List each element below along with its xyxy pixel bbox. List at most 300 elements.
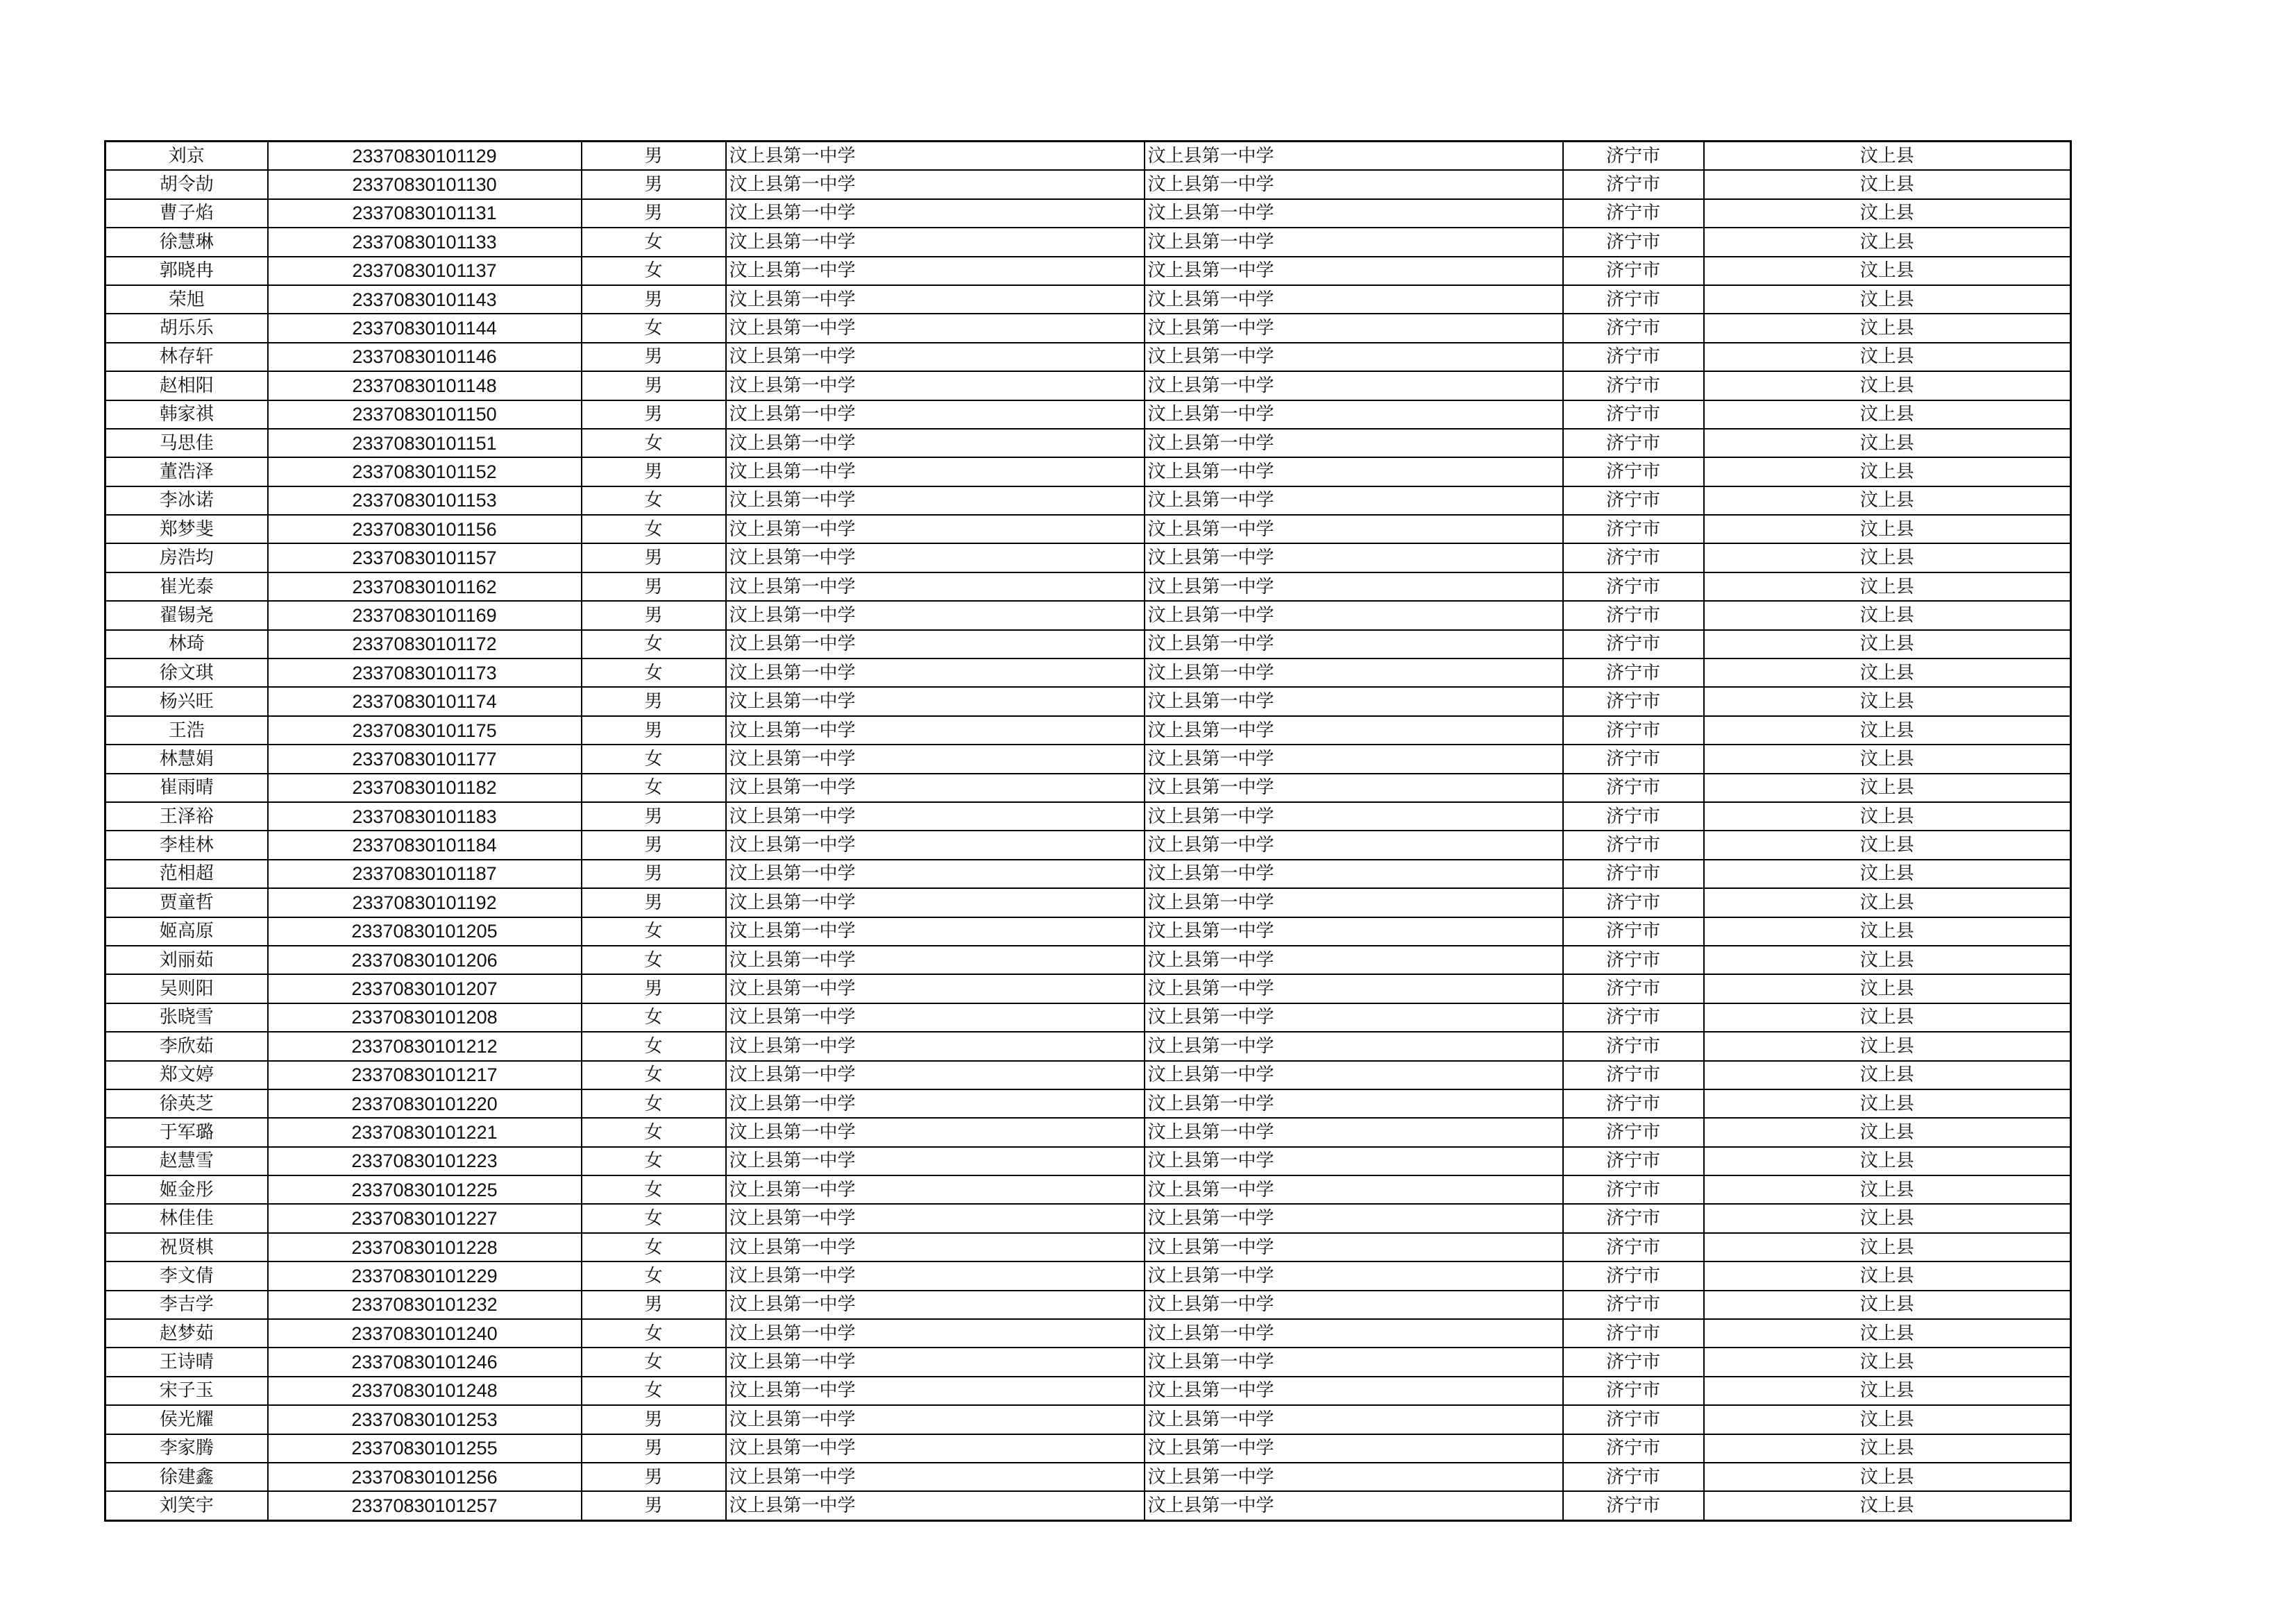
- table-row: [105, 1434, 2071, 1463]
- exam-number-cell: 23370830101227: [268, 1204, 582, 1232]
- county-cell: 汶上县: [1704, 888, 2071, 917]
- table-row: [105, 400, 2071, 429]
- city-cell: 济宁市: [1563, 1147, 1704, 1175]
- city-cell: 济宁市: [1563, 1463, 1704, 1491]
- gender-cell: 女: [582, 1061, 726, 1089]
- gender-cell: 男: [582, 457, 726, 486]
- gender-cell: 女: [582, 1118, 726, 1146]
- city-cell: 济宁市: [1563, 142, 1704, 171]
- gender-cell: 男: [582, 1463, 726, 1491]
- student-name-cell: 李欣茹: [105, 1032, 268, 1060]
- student-name-cell: 韩家祺: [105, 400, 268, 429]
- gender-cell: 男: [582, 199, 726, 228]
- graduating-school-cell: 汶上县第一中学: [1145, 1348, 1563, 1376]
- city-cell: 济宁市: [1563, 486, 1704, 515]
- exam-number-cell: 23370830101144: [268, 314, 582, 342]
- exam-number-cell: 23370830101232: [268, 1291, 582, 1319]
- student-name-cell: 姬金彤: [105, 1175, 268, 1204]
- table-row: [105, 486, 2071, 515]
- table-row: [105, 1204, 2071, 1232]
- exam-number-cell: 23370830101133: [268, 228, 582, 256]
- city-cell: 济宁市: [1563, 1319, 1704, 1348]
- graduating-school-cell: 汶上县第一中学: [1145, 429, 1563, 457]
- school-cell: 汶上县第一中学: [726, 716, 1145, 745]
- school-cell: 汶上县第一中学: [726, 1405, 1145, 1434]
- student-name-cell: 王泽裕: [105, 802, 268, 831]
- student-name-cell: 徐建鑫: [105, 1463, 268, 1491]
- table-row: [105, 658, 2071, 687]
- graduating-school-cell: 汶上县第一中学: [1145, 774, 1563, 802]
- county-cell: 汶上县: [1704, 658, 2071, 687]
- county-cell: 汶上县: [1704, 946, 2071, 974]
- city-cell: 济宁市: [1563, 199, 1704, 228]
- county-cell: 汶上县: [1704, 974, 2071, 1003]
- student-name-cell: 赵梦茹: [105, 1319, 268, 1348]
- exam-number-cell: 23370830101212: [268, 1032, 582, 1060]
- table-row: [105, 228, 2071, 256]
- graduating-school-cell: 汶上县第一中学: [1145, 1118, 1563, 1146]
- exam-number-cell: 23370830101220: [268, 1089, 582, 1118]
- exam-number-cell: 23370830101151: [268, 429, 582, 457]
- school-cell: 汶上县第一中学: [726, 1175, 1145, 1204]
- student-name-cell: 李冰诺: [105, 486, 268, 515]
- table-row: [105, 1147, 2071, 1175]
- city-cell: 济宁市: [1563, 831, 1704, 859]
- county-cell: 汶上县: [1704, 228, 2071, 256]
- city-cell: 济宁市: [1563, 946, 1704, 974]
- exam-number-cell: 23370830101255: [268, 1434, 582, 1463]
- table-row: [105, 745, 2071, 773]
- city-cell: 济宁市: [1563, 429, 1704, 457]
- graduating-school-cell: 汶上县第一中学: [1145, 1291, 1563, 1319]
- county-cell: 汶上县: [1704, 486, 2071, 515]
- graduating-school-cell: 汶上县第一中学: [1145, 257, 1563, 285]
- city-cell: 济宁市: [1563, 1291, 1704, 1319]
- county-cell: 汶上县: [1704, 1118, 2071, 1146]
- school-cell: 汶上县第一中学: [726, 400, 1145, 429]
- exam-number-cell: 23370830101246: [268, 1348, 582, 1376]
- school-cell: 汶上县第一中学: [726, 601, 1145, 629]
- school-cell: 汶上县第一中学: [726, 429, 1145, 457]
- county-cell: 汶上县: [1704, 142, 2071, 171]
- city-cell: 济宁市: [1563, 257, 1704, 285]
- table-row: [105, 860, 2071, 888]
- school-cell: 汶上县第一中学: [726, 1463, 1145, 1491]
- county-cell: 汶上县: [1704, 1491, 2071, 1520]
- graduating-school-cell: 汶上县第一中学: [1145, 1377, 1563, 1405]
- graduating-school-cell: 汶上县第一中学: [1145, 687, 1563, 715]
- graduating-school-cell: 汶上县第一中学: [1145, 400, 1563, 429]
- school-cell: 汶上县第一中学: [726, 228, 1145, 256]
- county-cell: 汶上县: [1704, 716, 2071, 745]
- student-name-cell: 侯光耀: [105, 1405, 268, 1434]
- exam-number-cell: 23370830101152: [268, 457, 582, 486]
- exam-number-cell: 23370830101257: [268, 1491, 582, 1520]
- table-row: [105, 1491, 2071, 1520]
- exam-number-cell: 23370830101248: [268, 1377, 582, 1405]
- student-name-cell: 宋子玉: [105, 1377, 268, 1405]
- gender-cell: 女: [582, 1032, 726, 1060]
- exam-number-cell: 23370830101143: [268, 285, 582, 314]
- graduating-school-cell: 汶上县第一中学: [1145, 343, 1563, 371]
- student-name-cell: 王浩: [105, 716, 268, 745]
- exam-number-cell: 23370830101183: [268, 802, 582, 831]
- school-cell: 汶上县第一中学: [726, 142, 1145, 171]
- school-cell: 汶上县第一中学: [726, 1319, 1145, 1348]
- county-cell: 汶上县: [1704, 1291, 2071, 1319]
- student-name-cell: 林琦: [105, 630, 268, 658]
- student-name-cell: 徐慧琳: [105, 228, 268, 256]
- school-cell: 汶上县第一中学: [726, 831, 1145, 859]
- table-row: [105, 1319, 2071, 1348]
- county-cell: 汶上县: [1704, 314, 2071, 342]
- student-name-cell: 李吉学: [105, 1291, 268, 1319]
- gender-cell: 男: [582, 1405, 726, 1434]
- table-row: [105, 917, 2071, 946]
- student-name-cell: 李文倩: [105, 1261, 268, 1290]
- student-name-cell: 刘笑宇: [105, 1491, 268, 1520]
- graduating-school-cell: 汶上县第一中学: [1145, 314, 1563, 342]
- graduating-school-cell: 汶上县第一中学: [1145, 1405, 1563, 1434]
- graduating-school-cell: 汶上县第一中学: [1145, 457, 1563, 486]
- student-name-cell: 郑文婷: [105, 1061, 268, 1089]
- county-cell: 汶上县: [1704, 170, 2071, 198]
- table-row: [105, 314, 2071, 342]
- school-cell: 汶上县第一中学: [726, 630, 1145, 658]
- city-cell: 济宁市: [1563, 1118, 1704, 1146]
- gender-cell: 男: [582, 716, 726, 745]
- county-cell: 汶上县: [1704, 745, 2071, 773]
- city-cell: 济宁市: [1563, 1348, 1704, 1376]
- graduating-school-cell: 汶上县第一中学: [1145, 371, 1563, 400]
- graduating-school-cell: 汶上县第一中学: [1145, 745, 1563, 773]
- student-name-cell: 赵慧雪: [105, 1147, 268, 1175]
- exam-number-cell: 23370830101225: [268, 1175, 582, 1204]
- table-row: [105, 371, 2071, 400]
- gender-cell: 女: [582, 946, 726, 974]
- city-cell: 济宁市: [1563, 515, 1704, 543]
- city-cell: 济宁市: [1563, 974, 1704, 1003]
- city-cell: 济宁市: [1563, 371, 1704, 400]
- student-name-cell: 林佳佳: [105, 1204, 268, 1232]
- county-cell: 汶上县: [1704, 1003, 2071, 1032]
- school-cell: 汶上县第一中学: [726, 343, 1145, 371]
- city-cell: 济宁市: [1563, 745, 1704, 773]
- table-row: [105, 543, 2071, 572]
- gender-cell: 女: [582, 1003, 726, 1032]
- table-row: [105, 974, 2071, 1003]
- city-cell: 济宁市: [1563, 1175, 1704, 1204]
- table-row: [105, 199, 2071, 228]
- exam-number-cell: 23370830101240: [268, 1319, 582, 1348]
- city-cell: 济宁市: [1563, 228, 1704, 256]
- exam-number-cell: 23370830101207: [268, 974, 582, 1003]
- school-cell: 汶上县第一中学: [726, 860, 1145, 888]
- county-cell: 汶上县: [1704, 572, 2071, 601]
- exam-number-cell: 23370830101162: [268, 572, 582, 601]
- table-row: [105, 687, 2071, 715]
- school-cell: 汶上县第一中学: [726, 1089, 1145, 1118]
- gender-cell: 女: [582, 630, 726, 658]
- gender-cell: 女: [582, 1175, 726, 1204]
- student-roster-table: [104, 140, 2072, 1522]
- graduating-school-cell: 汶上县第一中学: [1145, 1204, 1563, 1232]
- gender-cell: 女: [582, 1319, 726, 1348]
- county-cell: 汶上县: [1704, 1463, 2071, 1491]
- city-cell: 济宁市: [1563, 774, 1704, 802]
- graduating-school-cell: 汶上县第一中学: [1145, 543, 1563, 572]
- school-cell: 汶上县第一中学: [726, 1204, 1145, 1232]
- table-row: [105, 1291, 2071, 1319]
- school-cell: 汶上县第一中学: [726, 745, 1145, 773]
- graduating-school-cell: 汶上县第一中学: [1145, 170, 1563, 198]
- graduating-school-cell: 汶上县第一中学: [1145, 228, 1563, 256]
- table-row: [105, 1175, 2071, 1204]
- student-name-cell: 胡令劼: [105, 170, 268, 198]
- table-row: [105, 515, 2071, 543]
- county-cell: 汶上县: [1704, 1434, 2071, 1463]
- county-cell: 汶上县: [1704, 1204, 2071, 1232]
- table-row: [105, 831, 2071, 859]
- county-cell: 汶上县: [1704, 1377, 2071, 1405]
- exam-number-cell: 23370830101172: [268, 630, 582, 658]
- graduating-school-cell: 汶上县第一中学: [1145, 601, 1563, 629]
- county-cell: 汶上县: [1704, 630, 2071, 658]
- gender-cell: 男: [582, 170, 726, 198]
- table-row: [105, 1261, 2071, 1290]
- county-cell: 汶上县: [1704, 1319, 2071, 1348]
- school-cell: 汶上县第一中学: [726, 917, 1145, 946]
- city-cell: 济宁市: [1563, 888, 1704, 917]
- gender-cell: 女: [582, 486, 726, 515]
- gender-cell: 女: [582, 658, 726, 687]
- table-row: [105, 1118, 2071, 1146]
- gender-cell: 男: [582, 802, 726, 831]
- school-cell: 汶上县第一中学: [726, 802, 1145, 831]
- table-row: [105, 285, 2071, 314]
- gender-cell: 女: [582, 1377, 726, 1405]
- table-row: [105, 257, 2071, 285]
- student-name-cell: 崔雨晴: [105, 774, 268, 802]
- table-row: [105, 1089, 2071, 1118]
- city-cell: 济宁市: [1563, 658, 1704, 687]
- student-name-cell: 徐文琪: [105, 658, 268, 687]
- school-cell: 汶上县第一中学: [726, 199, 1145, 228]
- gender-cell: 男: [582, 572, 726, 601]
- city-cell: 济宁市: [1563, 170, 1704, 198]
- table-row: [105, 802, 2071, 831]
- city-cell: 济宁市: [1563, 1405, 1704, 1434]
- gender-cell: 男: [582, 543, 726, 572]
- student-name-cell: 张晓雪: [105, 1003, 268, 1032]
- table-row: [105, 343, 2071, 371]
- county-cell: 汶上县: [1704, 1032, 2071, 1060]
- gender-cell: 男: [582, 974, 726, 1003]
- table-body: [105, 142, 2071, 1521]
- county-cell: 汶上县: [1704, 199, 2071, 228]
- school-cell: 汶上县第一中学: [726, 1377, 1145, 1405]
- school-cell: 汶上县第一中学: [726, 774, 1145, 802]
- graduating-school-cell: 汶上县第一中学: [1145, 860, 1563, 888]
- gender-cell: 女: [582, 1147, 726, 1175]
- graduating-school-cell: 汶上县第一中学: [1145, 1463, 1563, 1491]
- school-cell: 汶上县第一中学: [726, 1233, 1145, 1261]
- graduating-school-cell: 汶上县第一中学: [1145, 572, 1563, 601]
- city-cell: 济宁市: [1563, 1032, 1704, 1060]
- gender-cell: 女: [582, 1348, 726, 1376]
- student-name-cell: 徐英芝: [105, 1089, 268, 1118]
- city-cell: 济宁市: [1563, 343, 1704, 371]
- county-cell: 汶上县: [1704, 687, 2071, 715]
- table-row: [105, 1377, 2071, 1405]
- table-row: [105, 601, 2071, 629]
- exam-number-cell: 23370830101177: [268, 745, 582, 773]
- gender-cell: 女: [582, 314, 726, 342]
- exam-number-cell: 23370830101253: [268, 1405, 582, 1434]
- gender-cell: 女: [582, 228, 726, 256]
- county-cell: 汶上县: [1704, 774, 2071, 802]
- student-name-cell: 李家腾: [105, 1434, 268, 1463]
- city-cell: 济宁市: [1563, 543, 1704, 572]
- county-cell: 汶上县: [1704, 860, 2071, 888]
- exam-number-cell: 23370830101148: [268, 371, 582, 400]
- city-cell: 济宁市: [1563, 1003, 1704, 1032]
- student-name-cell: 赵相阳: [105, 371, 268, 400]
- graduating-school-cell: 汶上县第一中学: [1145, 199, 1563, 228]
- graduating-school-cell: 汶上县第一中学: [1145, 1061, 1563, 1089]
- city-cell: 济宁市: [1563, 630, 1704, 658]
- city-cell: 济宁市: [1563, 572, 1704, 601]
- city-cell: 济宁市: [1563, 601, 1704, 629]
- county-cell: 汶上县: [1704, 457, 2071, 486]
- table-row: [105, 1003, 2071, 1032]
- student-name-cell: 范相超: [105, 860, 268, 888]
- county-cell: 汶上县: [1704, 515, 2071, 543]
- table-row: [105, 716, 2071, 745]
- student-name-cell: 贾童哲: [105, 888, 268, 917]
- school-cell: 汶上县第一中学: [726, 486, 1145, 515]
- exam-number-cell: 23370830101217: [268, 1061, 582, 1089]
- graduating-school-cell: 汶上县第一中学: [1145, 917, 1563, 946]
- gender-cell: 女: [582, 1233, 726, 1261]
- city-cell: 济宁市: [1563, 1377, 1704, 1405]
- graduating-school-cell: 汶上县第一中学: [1145, 888, 1563, 917]
- student-name-cell: 翟锡尧: [105, 601, 268, 629]
- county-cell: 汶上县: [1704, 1261, 2071, 1290]
- county-cell: 汶上县: [1704, 400, 2071, 429]
- city-cell: 济宁市: [1563, 1233, 1704, 1261]
- county-cell: 汶上县: [1704, 343, 2071, 371]
- table-row: [105, 572, 2071, 601]
- student-name-cell: 祝贤棋: [105, 1233, 268, 1261]
- student-name-cell: 李桂林: [105, 831, 268, 859]
- exam-number-cell: 23370830101130: [268, 170, 582, 198]
- city-cell: 济宁市: [1563, 1434, 1704, 1463]
- school-cell: 汶上县第一中学: [726, 1261, 1145, 1290]
- graduating-school-cell: 汶上县第一中学: [1145, 515, 1563, 543]
- school-cell: 汶上县第一中学: [726, 457, 1145, 486]
- table-row: [105, 630, 2071, 658]
- gender-cell: 男: [582, 687, 726, 715]
- city-cell: 济宁市: [1563, 314, 1704, 342]
- table-row: [105, 170, 2071, 198]
- student-name-cell: 林慧娟: [105, 745, 268, 773]
- student-name-cell: 胡乐乐: [105, 314, 268, 342]
- table-row: [105, 774, 2071, 802]
- student-name-cell: 林存轩: [105, 343, 268, 371]
- student-name-cell: 董浩泽: [105, 457, 268, 486]
- gender-cell: 女: [582, 1204, 726, 1232]
- gender-cell: 女: [582, 745, 726, 773]
- table-row: [105, 1233, 2071, 1261]
- city-cell: 济宁市: [1563, 716, 1704, 745]
- graduating-school-cell: 汶上县第一中学: [1145, 1261, 1563, 1290]
- exam-number-cell: 23370830101256: [268, 1463, 582, 1491]
- school-cell: 汶上县第一中学: [726, 1348, 1145, 1376]
- graduating-school-cell: 汶上县第一中学: [1145, 1147, 1563, 1175]
- exam-number-cell: 23370830101187: [268, 860, 582, 888]
- exam-number-cell: 23370830101131: [268, 199, 582, 228]
- graduating-school-cell: 汶上县第一中学: [1145, 486, 1563, 515]
- student-name-cell: 于军璐: [105, 1118, 268, 1146]
- exam-number-cell: 23370830101129: [268, 142, 582, 171]
- school-cell: 汶上县第一中学: [726, 1061, 1145, 1089]
- gender-cell: 男: [582, 285, 726, 314]
- gender-cell: 女: [582, 1261, 726, 1290]
- school-cell: 汶上县第一中学: [726, 170, 1145, 198]
- student-name-cell: 郑梦斐: [105, 515, 268, 543]
- exam-number-cell: 23370830101150: [268, 400, 582, 429]
- school-cell: 汶上县第一中学: [726, 314, 1145, 342]
- school-cell: 汶上县第一中学: [726, 1491, 1145, 1520]
- exam-number-cell: 23370830101223: [268, 1147, 582, 1175]
- school-cell: 汶上县第一中学: [726, 1291, 1145, 1319]
- gender-cell: 男: [582, 831, 726, 859]
- county-cell: 汶上县: [1704, 543, 2071, 572]
- graduating-school-cell: 汶上县第一中学: [1145, 658, 1563, 687]
- school-cell: 汶上县第一中学: [726, 1434, 1145, 1463]
- table-row: [105, 1032, 2071, 1060]
- student-name-cell: 崔光泰: [105, 572, 268, 601]
- gender-cell: 男: [582, 1491, 726, 1520]
- exam-number-cell: 23370830101192: [268, 888, 582, 917]
- gender-cell: 女: [582, 429, 726, 457]
- city-cell: 济宁市: [1563, 1261, 1704, 1290]
- student-name-cell: 吴则阳: [105, 974, 268, 1003]
- graduating-school-cell: 汶上县第一中学: [1145, 831, 1563, 859]
- city-cell: 济宁市: [1563, 285, 1704, 314]
- student-name-cell: 曹子焰: [105, 199, 268, 228]
- county-cell: 汶上县: [1704, 1089, 2071, 1118]
- gender-cell: 男: [582, 888, 726, 917]
- school-cell: 汶上县第一中学: [726, 658, 1145, 687]
- student-name-cell: 荣旭: [105, 285, 268, 314]
- school-cell: 汶上县第一中学: [726, 1118, 1145, 1146]
- exam-number-cell: 23370830101153: [268, 486, 582, 515]
- exam-number-cell: 23370830101157: [268, 543, 582, 572]
- gender-cell: 女: [582, 515, 726, 543]
- student-name-cell: 房浩均: [105, 543, 268, 572]
- school-cell: 汶上县第一中学: [726, 974, 1145, 1003]
- student-name-cell: 郭晓冉: [105, 257, 268, 285]
- gender-cell: 女: [582, 1089, 726, 1118]
- city-cell: 济宁市: [1563, 860, 1704, 888]
- exam-number-cell: 23370830101205: [268, 917, 582, 946]
- table-row: [105, 1463, 2071, 1491]
- city-cell: 济宁市: [1563, 1089, 1704, 1118]
- table-row: [105, 429, 2071, 457]
- graduating-school-cell: 汶上县第一中学: [1145, 1233, 1563, 1261]
